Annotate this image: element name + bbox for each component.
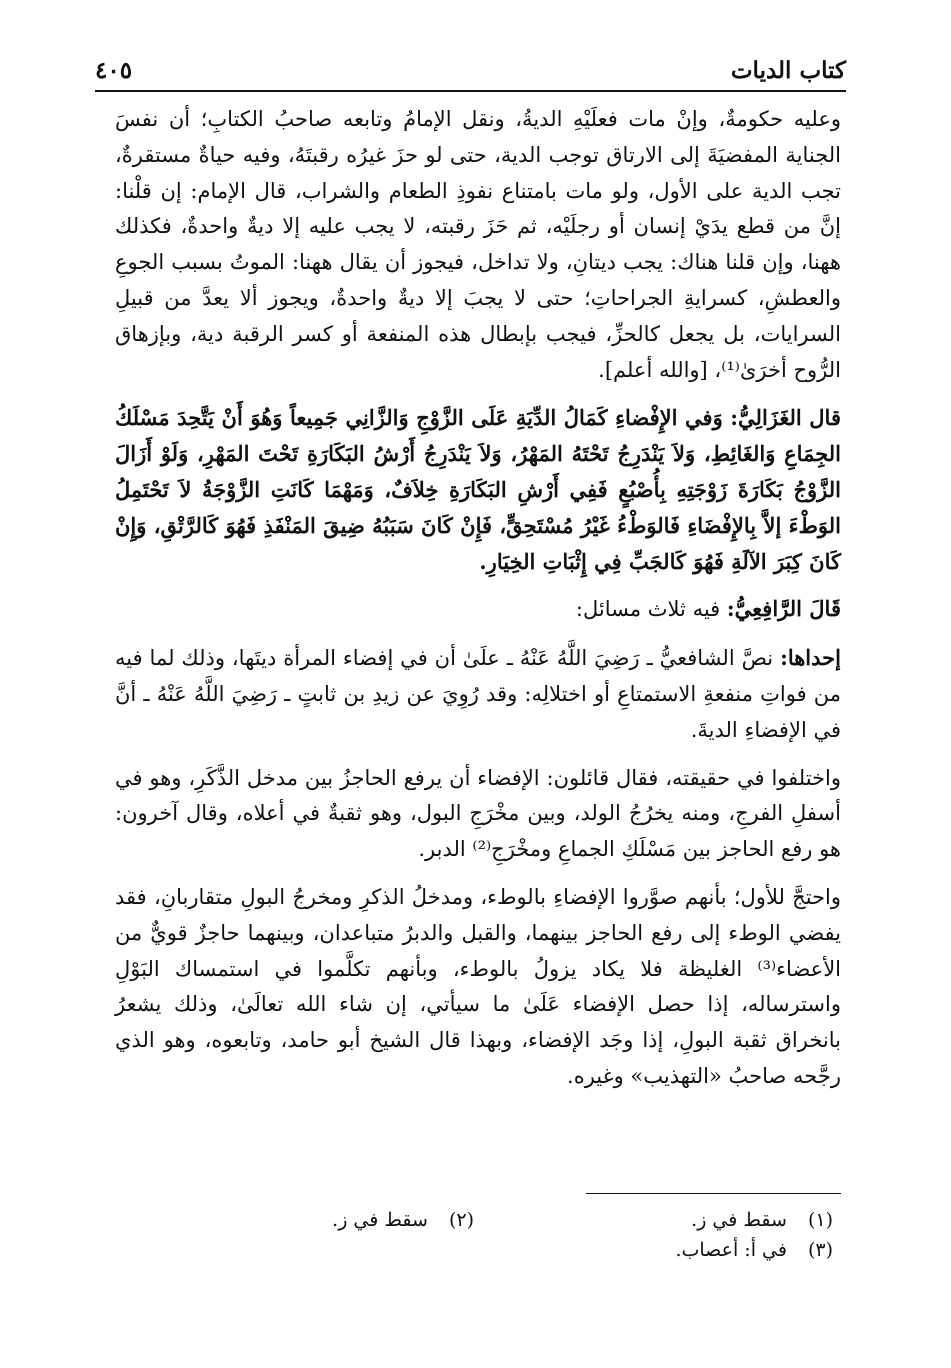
footnote-3 bbox=[474, 1235, 833, 1265]
footnotes bbox=[115, 1205, 833, 1265]
paragraph-commentary-continuation bbox=[115, 102, 841, 388]
main-text bbox=[115, 102, 841, 1095]
footnote-number: (١) bbox=[807, 1209, 833, 1231]
paragraph-ghazali-matn bbox=[115, 400, 841, 579]
footnote-1 bbox=[474, 1205, 833, 1235]
page-number: ٤٠٥ bbox=[95, 57, 133, 84]
running-title: كتاب الديات bbox=[730, 57, 846, 84]
paragraph-text: فيه ثلاث مسائل: bbox=[575, 597, 721, 622]
footnote-text: سقط في ز. bbox=[332, 1209, 428, 1231]
paragraph-text: وَفي الإِفْضاءِ كَمَالُ الدِّيَةِ عَلَى الزَّوْجِ وَالزَّانِي جَمِيعاً وَهُوَ أَنْ يَتَّحِدَ مَسْلَكُ الجِمَاعِ وَالغَائِطِ، وَلاَ يَنْدَرِجُ تَحْتَهُ المَهْرُ، وَلاَ يَنْدَرِجُ أَرْشُ البَكَارَةِ تَحْتَ المَهْرِ، وَلَوْ أَزَالَ الزَّوْجُ بَكَارَةَ زَوْجَتِهِ بِأُصْبُعٍ فَفِي أَرْشِ البَكَارَةِ خِلاَفٌ، وَمَهْمَا كَانَتِ الزَّوْجَةُ لاَ تَحْتَمِلُ الوَطْءَ إلاَّ بِالإِفْضَاءِ فَالوَطْءُ غَيْرُ مُسْتَحِقٍّ، فَإِنْ كَانَ سَبَبُهُ ضِيقَ المَنْفَذِ فَهُوَ كَالرَّتْقِ، وَإِنْ كَانَ كِبَرَ الآلَةِ فَهُوَ كَالجَبِّ فِي إِثْبَاتِ الخِيَارِ. bbox=[115, 405, 841, 574]
speaker-label-rafii: قَالَ الرَّافِعِيُّ: bbox=[726, 596, 841, 622]
footnote-number: (٢) bbox=[448, 1209, 474, 1231]
issue-label-first: إحداها: bbox=[780, 645, 841, 671]
paragraph-text: واحتجَّ للأول؛ بأنهم صوَّروا الإفضاءِ بالوطء، ومدخلُ الذكرِ ومخرجُ البولِ متقاربانِ، فقد يفضي الوطء إلى رفع الحاجز بينهما، والقبل والدبرُ متباعدان، وبينهما حاجزٌ قويٌّ من الأعضاء⁽³⁾ الغليظة فلا يكاد يزولُ بالوطء، وبأنهم تكلَّموا في استمساك البَوْلِ واسترساله، إذا حصل الإفضاء عَلَىٰ ما سيأتي، إن شاء الله تعالَىٰ، وذلك يشعرُ بانخراق ثقبة البولِ، إذا وجَد الإفضاء، وبهذا قال الشيخ أبو حامد، وتابعوه، وهو الذي رجَّحه صاحبُ «التهذيب» وغيره. bbox=[115, 884, 841, 1088]
paragraph-text: واختلفوا في حقيقته، فقال قائلون: الإفضاء أن يرفع الحاجزُ بين مدخل الذَّكَرِ، وهو في أسفلِ الفرجِ، ومنه يخرُجُ الولد، وبين مخْرَجِ البول، وهو ثقبةٌ في أعلاه، وقال آخرون: هو رفع الحاجز بين مَسْلَكِ الجماعِ ومخْرَجِ⁽²⁾ الدبر. bbox=[115, 765, 841, 862]
footnote-text: سقط في ز. bbox=[691, 1209, 787, 1231]
paragraph-rafii-intro bbox=[115, 591, 841, 628]
paragraph-definition bbox=[115, 761, 841, 868]
paragraph-text: وعليه حكومةٌ، وإنْ مات فعلَيْهِ الديةُ، ونقل الإمامُ وتابعه صاحبُ الكتابِ؛ أن نفسَ الجناية المفضيَةَ إلى الارتاق توجب الدية، حتى لو حزَ غيرُه رقبتَهُ، وفيه حياةٌ مستقرةٌ، تجب الدية على الأول، ولو مات بامتناع نفوذِ الطعام والشراب، قال الإمام: إن قلْنا: إنَّ من قطع يدَيْ إنسان أو رجلَيْه، ثم حَزَ رقبته، لا يجب عليه إلا ديةٌ واحدةٌ، فكذلك ههنا، وإن قلنا هناك: يجب ديتانِ، ولا تداخل، فيجوز أن يقال ههنا: الموتُ بسبب الجوعِ والعطشِ، كسرايةِ الجراحاتِ؛ حتى لا يجبَ إلا ديةٌ واحدةٌ، ويجوز ألا يعدَّ من قبيلِ السرايات، بل يجعل كالحزِّ، فيجب بإبطال هذه المنفعة أو كسر الرقبة دية، وبإزهاق الرُّوح أخرَىٰ⁽¹⁾، [والله أعلم]. bbox=[115, 107, 841, 382]
footnote-row bbox=[115, 1205, 833, 1235]
footnote-text: في أ: أعصاب. bbox=[675, 1239, 787, 1261]
page-header bbox=[95, 40, 846, 84]
header-divider bbox=[95, 90, 846, 92]
footnote-2 bbox=[115, 1205, 474, 1235]
footnote-divider bbox=[586, 1193, 841, 1194]
paragraph-text: نصَّ الشافعيُّ ـ رَضِيَ اللَّهُ عَنْهُ ـ علَىٰ أن في إفضاء المرأة ديتَها، وذلك لما فيه من فواتِ منفعةِ الاستمتاعِ أو اختلالِه: وقد رُوِيَ عن زيدِ بن ثابتٍ ـ رَضِيَ اللَّهُ عَنْهُ ـ أنَّ في الإفضاءِ الديةَ. bbox=[115, 646, 841, 742]
paragraph-first-issue bbox=[115, 640, 841, 748]
footnote-number: (٣) bbox=[807, 1239, 833, 1261]
footnote-row bbox=[115, 1235, 833, 1265]
paragraph-argument bbox=[115, 880, 841, 1095]
speaker-label-ghazali: قال الغَزَالِيُّ: bbox=[730, 405, 841, 431]
